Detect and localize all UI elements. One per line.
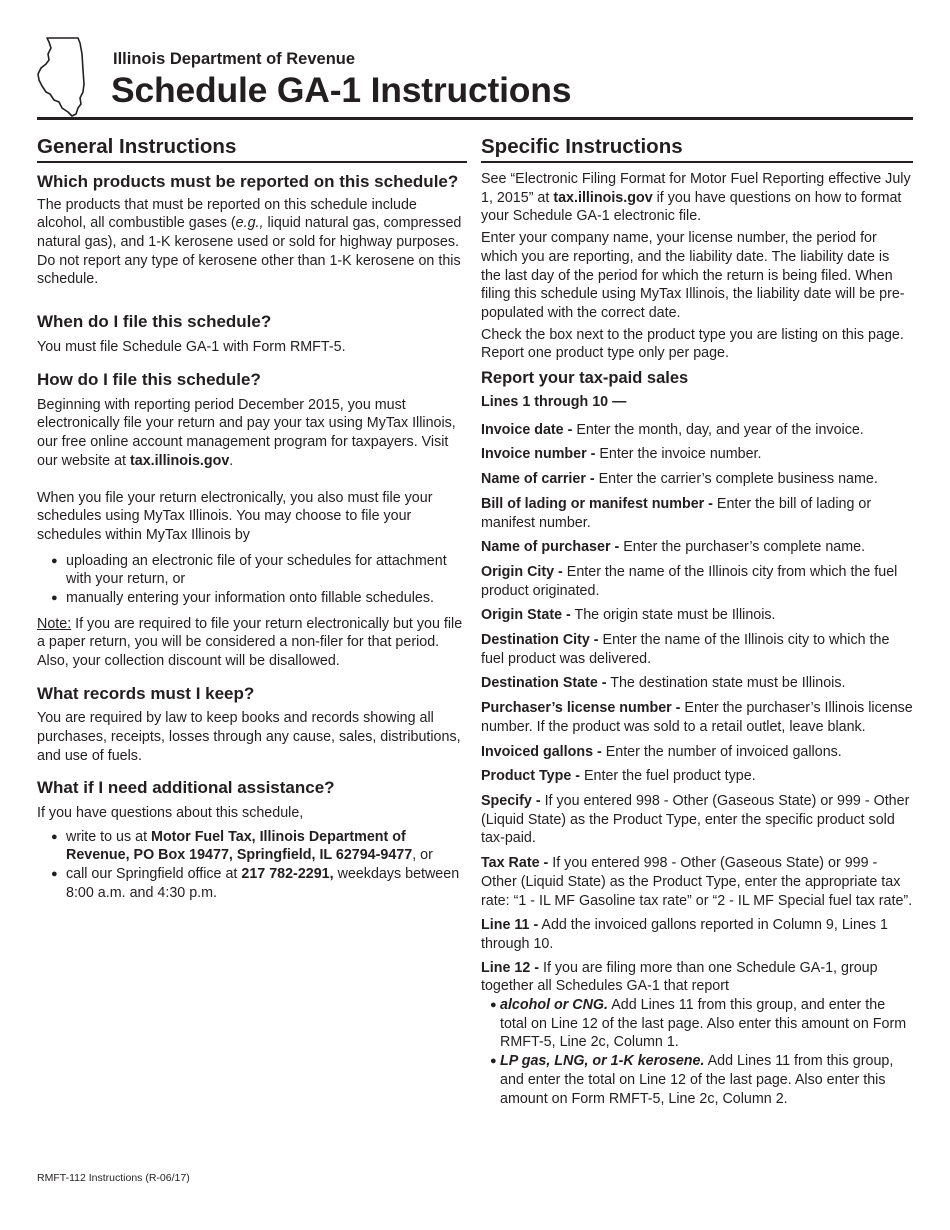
illinois-state-outline-icon <box>32 34 90 118</box>
list-item: ● uploading an electronic file of your schedules for attachment with your return, or <box>37 552 467 589</box>
form-id: RMFT-112 Instructions (R-06/17) <box>37 1172 190 1184</box>
list-item: ● manually entering your information onto fillable schedules. <box>37 589 467 608</box>
specific-instructions-column <box>481 131 913 1108</box>
header-divider <box>37 117 913 120</box>
department-name: Illinois Department of Revenue <box>113 50 356 68</box>
list-item: ● call our Springfield office at 217 782-2291, weekdays between 8:00 a.m. and 4:30 p.m. <box>37 865 467 902</box>
q-how-text: Beginning with reporting period December 2015, you must electronically file your return and pay your tax using MyTax Illinois, our free online account management program for taxpayers. Visit our website at tax.illinois.gov. <box>37 396 456 469</box>
q-how-heading: How do I file this schedule? <box>37 370 261 390</box>
tax-paid-sales-heading: Report your tax-paid sales <box>481 369 689 388</box>
list-item: ● write to us at Motor Fuel Tax, Illinois Department of Revenue, PO Box 19477, Springfield, IL 62794-9477, or <box>37 828 467 865</box>
field-instruction: Invoice date - Enter the month, day, and year of the invoice. <box>481 421 864 438</box>
q-assistance-heading: What if I need additional assistance? <box>37 778 335 798</box>
q-when-heading: When do I file this schedule? <box>37 312 272 332</box>
page-title: Schedule GA-1 Instructions <box>111 70 572 110</box>
filing-options-list <box>37 552 467 608</box>
field-instruction: Origin City - Enter the name of the Illinois city from which the fuel product originated. <box>481 563 898 599</box>
list-item: ● LP gas, LNG, or 1-K kerosene. Add Lines 11 from this group, and enter the total on Line 12 of the last page. Also enter this amount on Form RMFT-5, Line 2c, Column 2. <box>481 1052 913 1108</box>
q-how-note: Note: If you are required to file your return electronically but you file a paper return, you will be considered a non-filer for that period. Also, your collection discount will be disallowed. <box>37 615 463 670</box>
general-instructions-heading: General Instructions <box>37 131 467 163</box>
field-instruction: Name of carrier - Enter the carrier’s complete business name. <box>481 471 878 488</box>
field-instruction: Specify - If you entered 998 - Other (Gaseous State) or 999 - Other (Liquid State) as the Product Type, enter the specific product sold tax-paid. <box>481 792 910 847</box>
field-instruction: Destination State - The destination state must be Illinois. <box>481 675 846 692</box>
field-instruction: Invoice number - Enter the invoice number. <box>481 446 762 463</box>
field-instruction: Origin State - The origin state must be Illinois. <box>481 607 776 624</box>
q-when-text: You must file Schedule GA-1 with Form RMFT-5. <box>37 338 346 355</box>
line-12-instruction: Line 12 - If you are filing more than one Schedule GA-1, group together all Schedules GA-1 that report <box>481 959 878 995</box>
field-instruction: Line 11 - Add the invoiced gallons reported in Column 9, Lines 1 through 10. <box>481 917 888 952</box>
field-instruction: Product Type - Enter the fuel product type. <box>481 768 756 785</box>
general-instructions-column <box>37 131 467 902</box>
field-instruction: Tax Rate - If you entered 998 - Other (Gaseous State) or 999 - Other (Liquid State) as the Product Type, enter the appropriate tax rate: “1 - IL MF Gasoline tax rate” or “2 - IL MF Special fuel tax rate”. <box>481 855 913 909</box>
contact-list <box>37 828 467 903</box>
list-item: ● alcohol or CNG. Add Lines 11 from this group, and enter the total on Line 12 of the last page. Also enter this amount on Form RMFT-5, Line 2c, Column 1. <box>481 996 913 1052</box>
company-info-text: Enter your company name, your license number, the period for which you are reporting, and the liability date. The liability date is the last day of the period for which the return is being filed. When filing this schedule using MyTax Illinois, the liability date will be pre-populated with the correct date. <box>481 230 905 321</box>
q-records-heading: What records must I keep? <box>37 683 255 703</box>
q-records-text: You are required by law to keep books and records showing all purchases, receipts, losses through any cause, sales, distributions, and use of fuels. <box>37 710 461 764</box>
field-instruction: Destination City - Enter the name of the Illinois city to which the fuel product was delivered. <box>481 632 890 667</box>
q-how-electronic-text: When you file your return electronically, you also must file your schedules using MyTax Illinois. You may choose to file your schedules within MyTax Illinois by <box>37 489 433 543</box>
field-instruction: Name of purchaser - Enter the purchaser’s complete name. <box>481 539 866 556</box>
line-12-list <box>481 996 913 1108</box>
field-instruction: Purchaser’s license number - Enter the purchaser’s Illinois license number. If the product was sold to a retail outlet, leave blank. <box>481 700 913 735</box>
specific-instructions-heading: Specific Instructions <box>481 131 913 163</box>
field-instruction: Invoiced gallons - Enter the number of invoiced gallons. <box>481 743 842 760</box>
q-products-heading: Which products must be reported on this schedule? <box>37 172 459 191</box>
q-products-text: The products that must be reported on this schedule include alcohol, all combustible gases (e.g., liquid natural gas, compressed natural gas), and 1-K kerosene used or sold for highway purposes. Do not report any type of kerosene other than 1-K kerosene on this schedule. <box>37 196 462 288</box>
q-assistance-intro: If you have questions about this schedule, <box>37 804 304 821</box>
electronic-format-text: See “Electronic Filing Format for Motor Fuel Reporting effective July 1, 2015” at tax.illinois.gov if you have questions on how to format your Schedule GA-1 electronic file. <box>481 171 911 225</box>
field-instruction: Bill of lading or manifest number - Enter the bill of lading or manifest number. <box>481 495 872 531</box>
product-type-text: Check the box next to the product type you are listing on this page. Report one product type only per page. <box>481 326 904 362</box>
lines-label: Lines 1 through 10 — <box>481 394 627 411</box>
